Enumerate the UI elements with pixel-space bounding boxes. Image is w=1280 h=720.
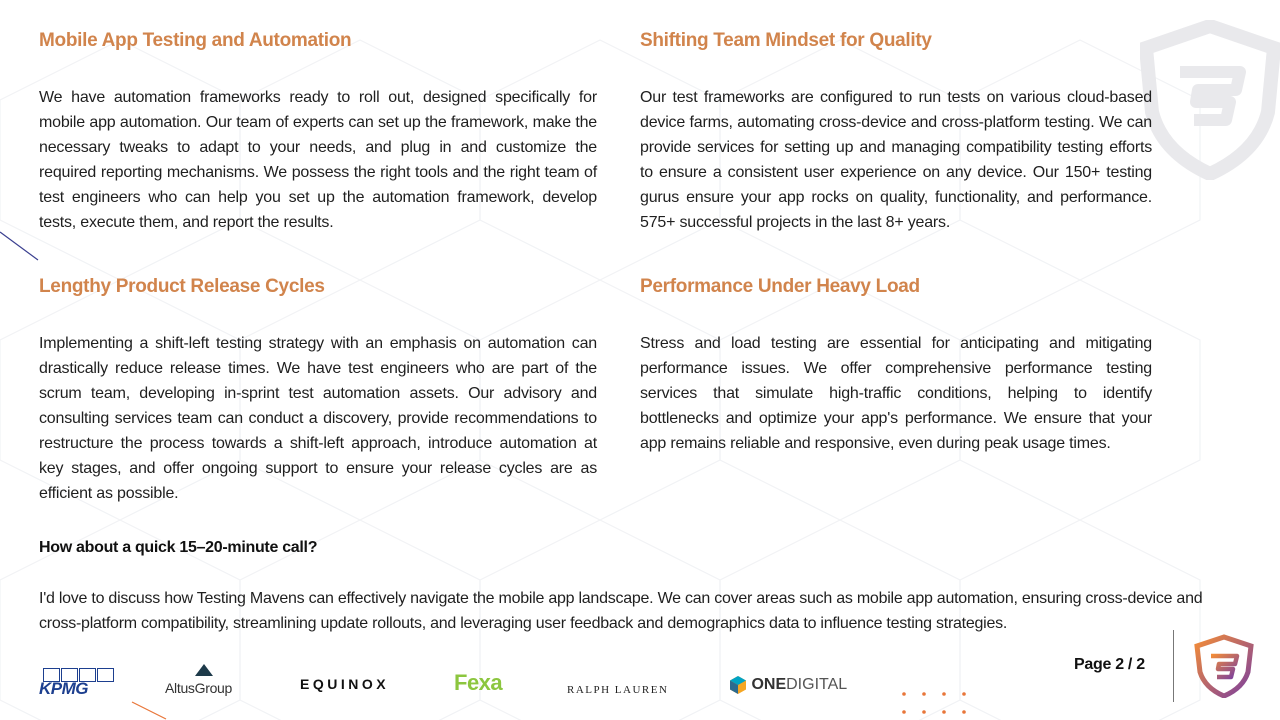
- onedigital-logo: [729, 675, 847, 695]
- altus-logo-text: AltusGroup: [165, 680, 233, 696]
- section-heading: Shifting Team Mindset for Quality: [640, 30, 932, 51]
- cta-body: I'd love to discuss how Testing Mavens can effectively navigate the mobile app landscape. We can cover areas such as mobile app automation, ensuring cross-device and cross-platform compatibility, streamlining update rollouts, and leveraging user feedback and demographics data to influence testing strategies.: [39, 590, 1203, 632]
- section-body: Stress and load testing are essential for anticipating and mitigating performance issues. We offer comprehensive performance testing services that simulate high-traffic conditions, helping to identify bottlenecks and optimize your app's performance. We ensure that your app remains reliable and responsive, even during peak usage times.: [640, 335, 1152, 452]
- dot-grid-decoration: [900, 690, 972, 720]
- fexa-logo: [454, 670, 502, 696]
- section-heading: Performance Under Heavy Load: [640, 276, 920, 297]
- cta-title: How about a quick 15–20-minute call?: [39, 539, 318, 556]
- section-mobile-app-testing: [39, 29, 597, 235]
- fexa-logo-text: Fexa: [454, 670, 503, 695]
- vertical-divider: [1173, 630, 1174, 702]
- kpmg-logo: [39, 668, 109, 698]
- watermark-shield-logo: [1140, 20, 1280, 180]
- ralph-lauren-logo-text: RALPH LAUREN: [567, 684, 669, 696]
- section-team-mindset: [640, 29, 1152, 235]
- onedigital-light-text: DIGITAL: [786, 676, 848, 693]
- section-body: Our test frameworks are configured to run tests on various cloud-based device farms, automating cross-device and cross-platform testing. We can provide services for setting up and managing compatibility testing efforts to ensure a consistent user experience on any device. Our 150+ testing gurus ensure your app rocks on quality, functionality, and performance. 575+ successful projects in the last 8+ years.: [640, 89, 1152, 231]
- page-number: Page 2 / 2: [1074, 656, 1145, 673]
- section-heading: Mobile App Testing and Automation: [39, 30, 352, 51]
- section-heading: Lengthy Product Release Cycles: [39, 276, 325, 297]
- onedigital-mark-icon: [729, 675, 747, 695]
- equinox-logo-text: EQUINOX: [300, 676, 390, 692]
- equinox-logo: [300, 676, 389, 694]
- altusgroup-logo: [163, 662, 245, 698]
- kpmg-logo-text: KPMG: [39, 679, 88, 698]
- section-body: Implementing a shift-left testing strategy with an emphasis on automation can drastically reduce release times. We have test engineers who are part of the scrum team, developing in-sprint test automation assets. Our advisory and consulting services team can conduct a discovery, provide recommendations to restructure the process towards a shift-left approach, introduce automation at key stages, and offer ongoing support to ensure your release cycles are as efficient as possible.: [39, 335, 597, 502]
- onedigital-bold-text: ONE: [751, 676, 787, 693]
- altus-mountain-icon: [163, 662, 245, 678]
- section-heavy-load: [640, 275, 1152, 456]
- section-body: We have automation frameworks ready to roll out, designed specifically for mobile app automation. Our team of experts can set up the framework, make the necessary tweaks to adapt to your needs, and plug in and customize the required reporting mechanisms. We possess the right tools and the right team of test engineers who can help you set up the automation framework, develop tests, execute them, and report the results.: [39, 89, 597, 231]
- testing-mavens-shield-logo: [1193, 634, 1255, 698]
- ralph-lauren-logo: [567, 680, 668, 698]
- section-release-cycles: [39, 275, 597, 506]
- decorative-line-bottom: [130, 700, 170, 720]
- decorative-line-left: [0, 230, 40, 262]
